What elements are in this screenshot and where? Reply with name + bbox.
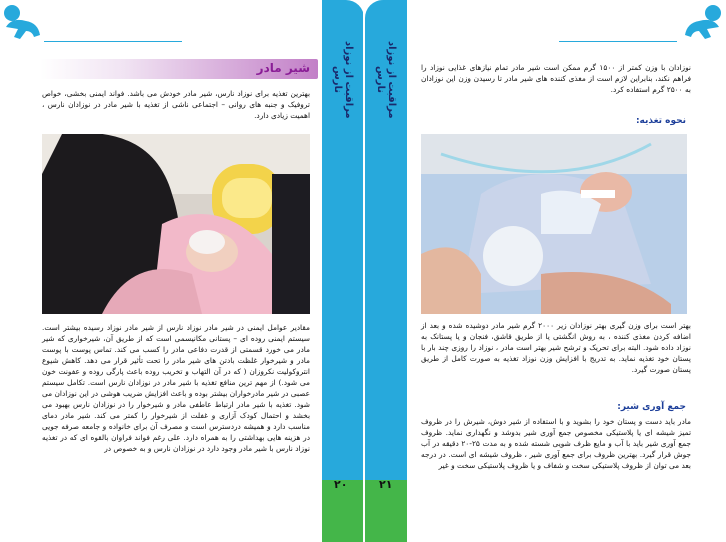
milk-collection-paragraph: مادر باید دست و پستان خود را بشوید و با استفاده از شیر دوش، شیرش را در ظروف تمیز شیشه ای یا پلاستیکی مخصوص جمع آوری شیر بدوشد و نگهداری نماید. ظروف جمع آوری شیر باید با آب و مایع ظرف شویی شسته شده و به مدت ۲۵-۲۰ دقیقه در آب جوش قرار گیرد. بهترین ظروف برای جمع آوری شیر ، ظروف شیشه ای است. در درجه بعد می توان از ظروف پلاستیکی سخت و شفاف و یا ظروف پلاستیکی سخت و غیر [421, 417, 691, 470]
feeding-method-heading: نحوه تغذیه: [635, 116, 686, 126]
right-page [407, 0, 726, 542]
header-rule [559, 41, 677, 42]
baby-silhouette-icon [683, 3, 723, 43]
baby-silhouette-icon [2, 3, 42, 43]
right-intro-paragraph: نوزادان با وزن کمتر از ۱۵۰۰ گرم ممکن است شیر مادر تمام نیازهای غذایی نوزاد را فراهم نکند، بنابراین لازم است از مغذی کننده های شیر مادر تا رسیدن وزن این نوزادان به ۲۵۰۰ گرم استفاده کرد. [421, 63, 691, 94]
spine-title-left: مراقبت از نوزاد نارس [332, 41, 354, 119]
premature-infant-photo [421, 134, 687, 314]
milk-collection-heading: جمع آوری شیر: [617, 402, 686, 412]
left-page [0, 0, 320, 542]
page-number-left: ۲۰ [334, 478, 348, 491]
section-title: شیر مادر [256, 61, 310, 75]
feeding-method-paragraph: بهتر است برای وزن گیری بهتر نوزادان زیر ۲۰۰۰ گرم شیر مادر دوشیده شده و بعد از اضافه کردن مغذی کننده ، به روش انگشتی یا از طریق قاشق، فنجان و یا پستانک به نوزاد داده شود. البته برای تحریک و ترشح شیر بهتر است مادر ، نوزاد را روزی چند بار با پستان خود تغذیه نماید. به تدریج با افزایش وزن نوزاد تغذیه به صورت کامل از طریق پستان صورت گیرد. [421, 321, 691, 374]
left-body-paragraph: مقادیر عوامل ایمنی در شیر مادر نوزاد نارس از شیر مادر نوزاد رسیده بیشتر است. سیستم ایمنی روده ای – پستانی مکانیسمی است که از طریق آن، شیرخواری که شیر مادر می خورد قسمتی از قدرت دفاعی مادر را کسب می کند. تماس پوست با پوست مادر و شیرخوار غلظت بادتن های شیر مادر را تحت تأثیر قرار می دهد. کاهش شیوع انتروکولیت نکروزان ( که در آن التهاب و تخریب روده باعث پارگی روده و عفونت خون می شود.) از مهم ترین منافع تغذیه با شیر مادر در نوزادان نارس است. تکامل سیستم عصبی در شیر مادرخواران بیشتر بوده و باعث افزایش ضریب هوشی در این نوزادان می شود. تغذیه با شیر مادر ارتباط عاطفی مادر و شیرخوار را در نوزادان نارس بهبود می بخشد و احتمال کودک آزاری و غفلت از شیرخوار را کمتر می کند. شیر مادر دمای مناسب دارد و همیشه دردسترس است و مصرف آن برای خانواده و جامعه صرفه جویی در هزینه هایی بهداشتی را به همراه دارد. علی رغم فواند فراوان بالقوه ای که در تغذیه نوزاد نارس با شیر مادر وجود دارد در نوزادان نارس و به خصوص در [42, 323, 310, 453]
spine-divider [363, 0, 365, 542]
page-number-right: ۲۱ [379, 478, 393, 491]
left-intro-paragraph: بهترین تغذیه برای نوزاد نارس، شیر مادر خودش می باشد. فواند ایمنی بخشی، خواص تروفیک و جنبه های روانی – اجتماعی ناشی از تغذیه با شیر مادر در نوزادان نارس ، اهمیت زیادی دارد. [42, 89, 310, 120]
spine-title-right: مراقبت از نوزاد نارس [375, 41, 397, 119]
header-rule [44, 41, 182, 42]
section-title-bar [40, 59, 318, 79]
mother-breastfeeding-photo [42, 134, 310, 314]
